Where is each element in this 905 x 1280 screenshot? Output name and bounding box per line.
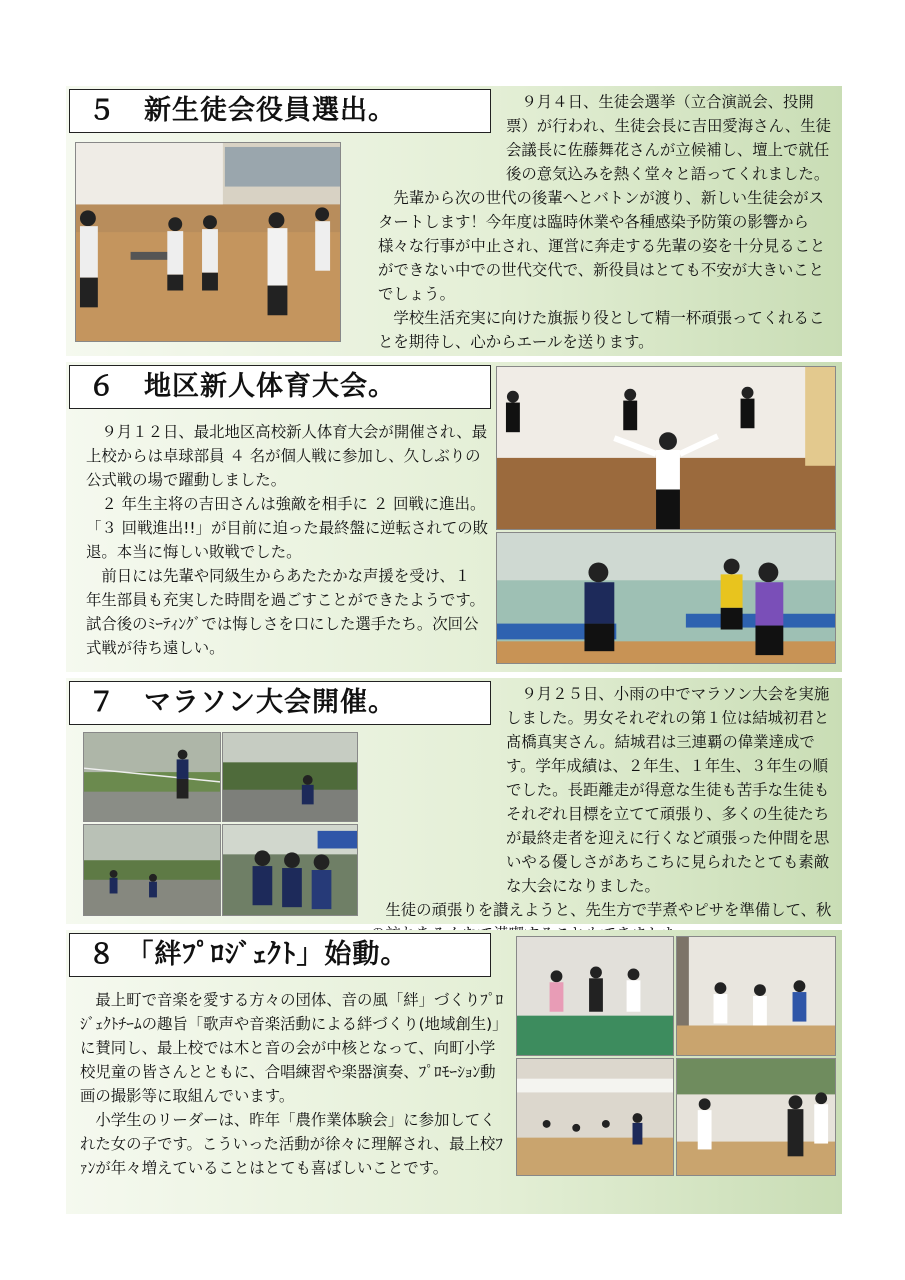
section-marathon bbox=[66, 678, 842, 924]
section-student-council bbox=[66, 86, 842, 356]
section-title: ８ 「絆ﾌﾟﾛｼﾞｪｸﾄ」始動。 bbox=[69, 933, 491, 977]
section-body bbox=[80, 988, 506, 1180]
student-council-photo bbox=[75, 142, 341, 342]
paragraph: 小学生のリーダーは、昨年「農作業体験会」に参加してくれた女の子です。こういった活動が徐々に理解され、最上校ﾌｧﾝが年々増えていることはとても喜ばしいことです。 bbox=[80, 1111, 503, 1177]
paragraph: 最上町で音楽を愛する方々の団体、音の風「絆」づくりﾌﾟﾛｼﾞｪｸﾄﾁｰﾑの趣旨「歌声や音楽活動による絆づくり(地域創生)」に賛同し、最上校では木と音の会が中核となって、向町小学校児童の皆さんとともに、合唱練習や楽器演奏、ﾌﾟﾛﾓｰｼｮﾝ動画の撮影等に取組んでいます。 bbox=[80, 991, 504, 1105]
project-photo-4 bbox=[676, 1058, 836, 1176]
table-tennis-photo bbox=[496, 532, 836, 664]
marathon-photo-4 bbox=[222, 824, 358, 916]
section-body bbox=[378, 90, 834, 354]
section-title: ５ 新生徒会役員選出。 bbox=[69, 89, 491, 133]
section-title: ６ 地区新人体育大会。 bbox=[69, 365, 491, 409]
marathon-photo-1 bbox=[83, 732, 221, 822]
paragraph: ９月４日、生徒会選挙（立合演説会、投開票）が行われ、生徒会長に吉田愛海さん、生徒会議長に佐藤舞花さんが立候補し、壇上で就任後の意気込みを熱く堂々と語ってくれました。 bbox=[506, 93, 832, 183]
project-photo-3 bbox=[516, 1058, 674, 1176]
section-body bbox=[86, 420, 490, 660]
paragraph: ９月１２日、最北地区高校新人体育大会が開催され、最上校からは卓球部員 ４ 名が個人戦に参加し、久しぶりの公式戦の場で躍動しました。 bbox=[86, 423, 488, 489]
project-photo-2 bbox=[676, 936, 836, 1056]
paragraph: ２ 年生主将の吉田さんは強敵を相手に ２ 回戦に進出。「３ 回戦進出!!」が目前に迫った最終盤に逆転されての敗退。本当に悔しい敗戦でした。 bbox=[86, 495, 488, 561]
section-body bbox=[370, 682, 834, 946]
paragraph: ９月２５日、小雨の中でマラソン大会を実施しました。男女それぞれの第１位は結城初君と髙橋真実さん。結城君は三連覇の偉業達成です。学年成績は、２年生、１年生、３年生の順でした。長距離走が得意な生徒も苦手な生徒もそれぞれ目標を立てて頑張り、多くの生徒たちが最終走者を迎えに行くなど頑張った仲間を思いやる優しさがあちこちに見られたとても素敵な大会になりました。 bbox=[506, 685, 830, 895]
paragraph: 生徒の頑張りを讃えようと、先生方で芋煮やピサを準備して、秋 bbox=[385, 901, 832, 919]
paragraph: 前日には先輩や同級生からあたたかな声援を受け、１ 年生部員も充実した時間を過ごすことができたようです。試合後のﾐｰﾃｨﾝｸﾞでは悔しさを口にした選手たち。次回公式戦が待ち遠しい。 bbox=[86, 567, 485, 657]
stage-photo bbox=[496, 366, 836, 530]
marathon-photo-3 bbox=[83, 824, 221, 916]
project-photo-1 bbox=[516, 936, 674, 1056]
paragraph: 先輩から次の世代の後輩へとバトンが渡り、新しい生徒会がスタートします！今年度は臨時休業や各種感染予防策の影響から様々な行事が中止され、運営に奔走する先輩の姿を十分見ることができない中での世代交代で、新役員はとても不安が大きいことでしょう。 bbox=[378, 189, 826, 303]
section-title: ７ マラソン大会開催。 bbox=[69, 681, 491, 725]
section-kizuna-project bbox=[66, 930, 842, 1214]
section-sports-meet bbox=[66, 362, 842, 672]
paragraph: 学校生活充実に向けた旗振り役として精一杯頑張ってくれることを期待し、心からエールを送ります。 bbox=[378, 309, 825, 351]
marathon-photo-2 bbox=[222, 732, 358, 822]
